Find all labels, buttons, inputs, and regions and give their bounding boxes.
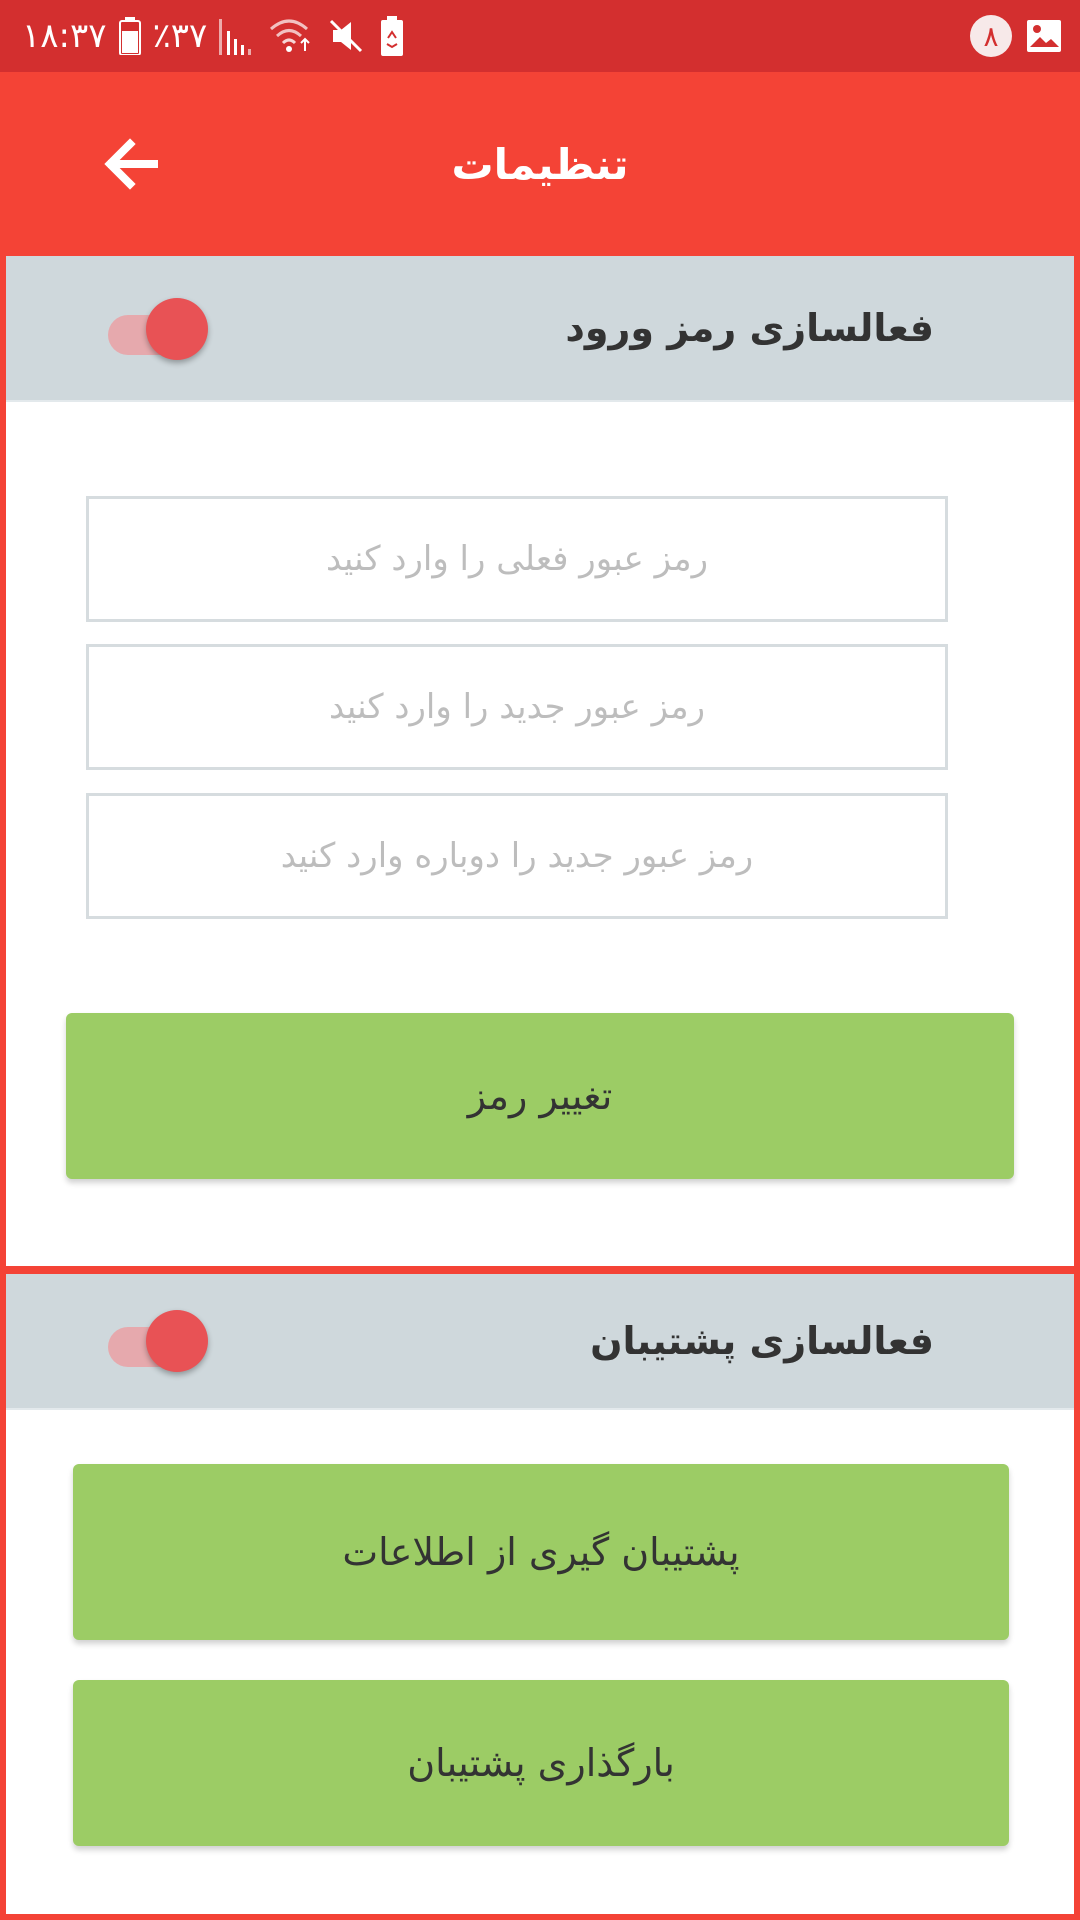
notification-badge: ۸ — [970, 15, 1012, 57]
backup-data-button[interactable]: پشتیبان گیری از اطلاعات — [73, 1464, 1009, 1640]
back-button[interactable] — [100, 132, 164, 196]
password-settings-card — [6, 256, 1074, 1266]
backup-toggle-row[interactable] — [6, 1274, 1074, 1410]
wifi-icon — [267, 17, 315, 55]
password-toggle-switch[interactable] — [108, 298, 212, 364]
backup-toggle-label: فعالسازی پشتیبان — [590, 1319, 934, 1363]
toggle-thumb — [146, 298, 208, 360]
password-toggle-row[interactable] — [6, 256, 1074, 402]
backup-settings-card — [6, 1274, 1074, 1914]
app-bar — [0, 72, 1080, 256]
status-time: ۱۸:۳۷ — [22, 16, 107, 56]
status-bar — [0, 0, 1080, 72]
toggle-thumb — [146, 1310, 208, 1372]
new-password-input[interactable]: رمز عبور جدید را وارد کنید — [86, 644, 948, 770]
password-toggle-label: فعالسازی رمز ورود — [565, 306, 934, 350]
mute-icon — [327, 17, 367, 55]
gallery-icon — [1026, 19, 1062, 53]
signal-icon — [219, 17, 255, 55]
confirm-password-input[interactable]: رمز عبور جدید را دوباره وارد کنید — [86, 793, 948, 919]
status-bar-left — [22, 0, 405, 72]
battery-saver-icon — [379, 16, 405, 56]
restore-backup-button[interactable]: بارگذاری پشتیبان — [73, 1680, 1009, 1846]
arrow-left-icon — [100, 132, 164, 196]
status-bar-right — [970, 0, 1062, 72]
page-title: تنظیمات — [451, 139, 629, 189]
change-password-button[interactable]: تغییر رمز — [66, 1013, 1014, 1179]
current-password-input[interactable]: رمز عبور فعلی را وارد کنید — [86, 496, 948, 622]
backup-toggle-switch[interactable] — [108, 1310, 212, 1376]
battery-icon — [119, 17, 141, 55]
battery-percent: ٪۳۷ — [152, 16, 208, 56]
